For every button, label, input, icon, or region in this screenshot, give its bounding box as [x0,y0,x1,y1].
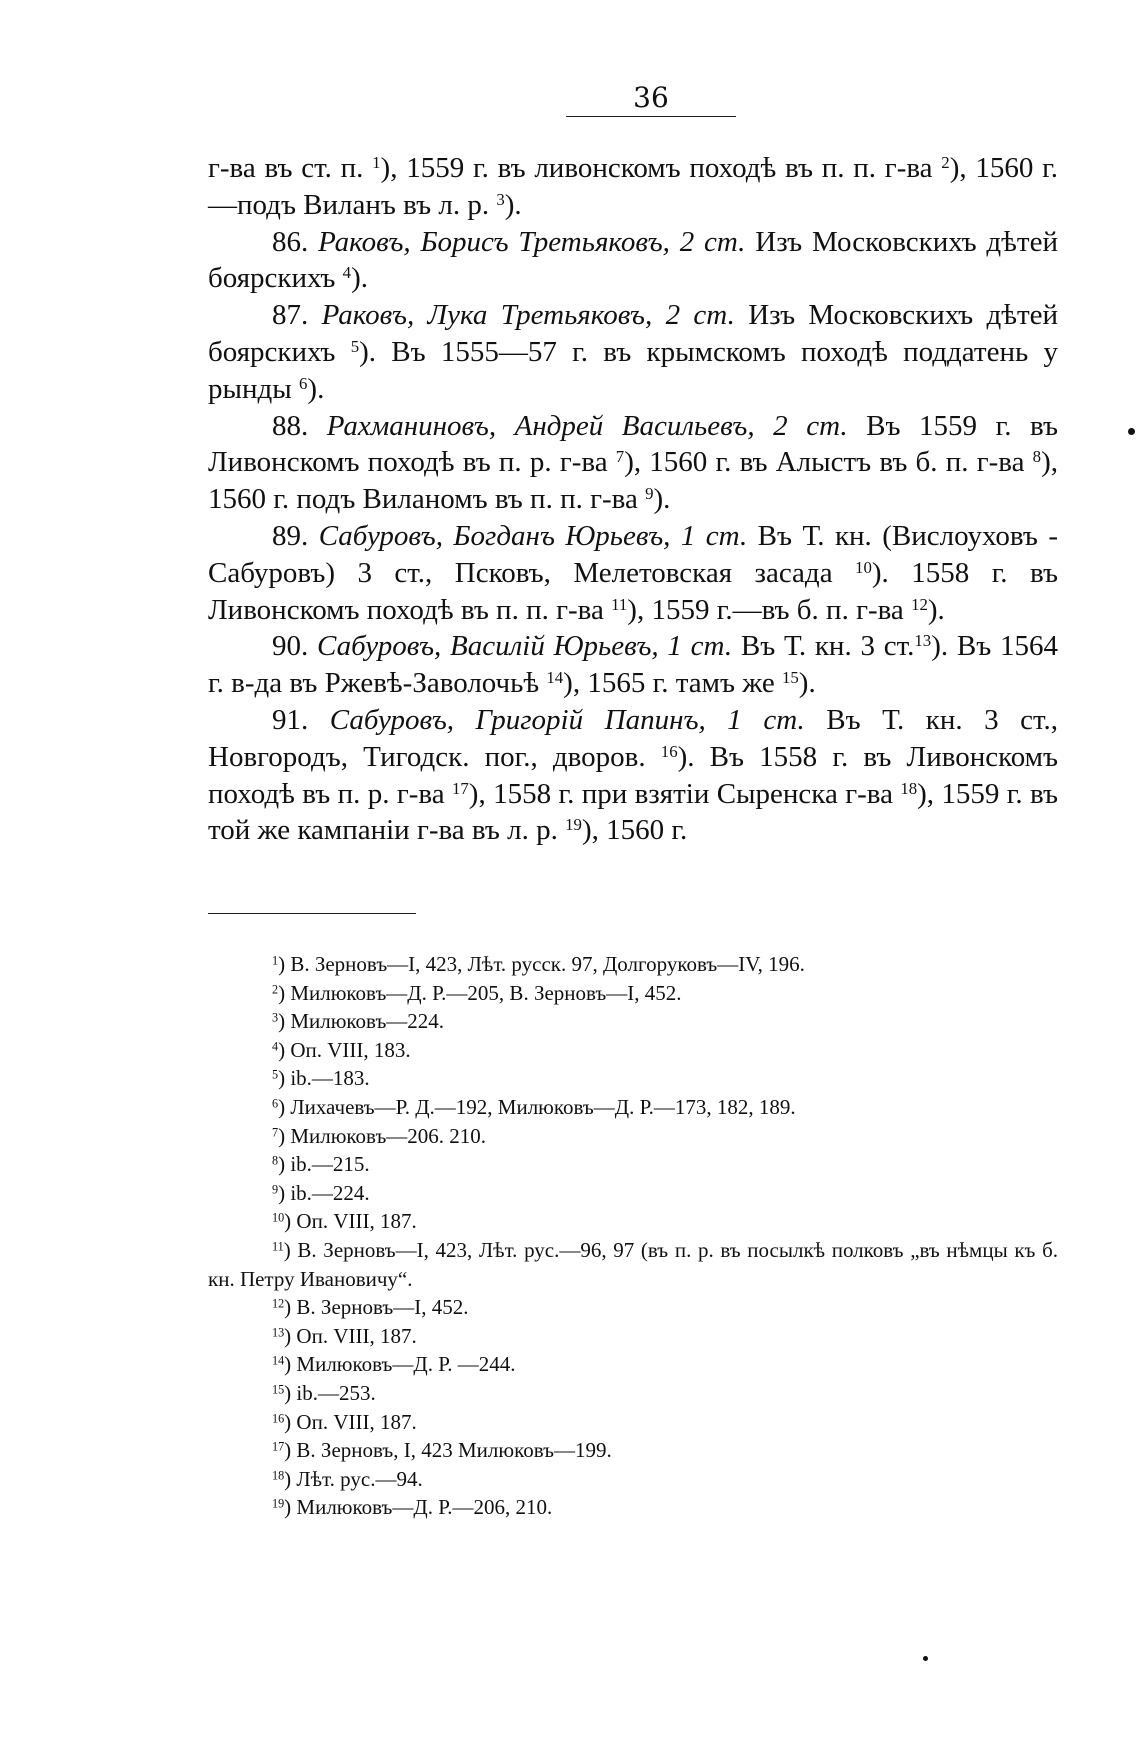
entry-name: Сабуровъ, Василій Юрьевъ, 1 ст. [317,630,733,663]
footnote: $^3$) Милюковъ—224. [272,1009,445,1034]
entry-name: Сабуровъ, Богданъ Юрьевъ, 1 ст. [318,519,748,552]
footnote: $^{17}$) В. Зерновъ, I, 423 Милюковъ—199. [272,1438,612,1463]
footnotes [208,950,1058,1522]
footnote: $^1$) В. Зерновъ—I, 423, Лѣт. русск. 97, Долгоруковъ—IV, 196. [272,952,805,976]
footnote: $^{19}$) Милюковъ—Д. Р.—206, 210. [272,1495,553,1520]
footnote: $^2$) Милюковъ—Д. Р.—205, В. Зерновъ—I, 452. [272,980,682,1005]
footnote: $^4$) Оп. VIII, 183. [272,1037,411,1062]
footnote: $^9$) ib.—224. [272,1180,370,1205]
entry-name: Сабуровъ, Григорій Папинъ, 1 ст. [329,703,805,736]
footnote: $^8$) ib.—215. [272,1152,370,1177]
footnote: $^{12}$) В. Зерновъ—I, 452. [272,1295,469,1320]
print-speck [1128,428,1135,435]
entry-name: Раковъ, Лука Третьяковъ, 2 ст. [321,299,735,332]
footnote: $^{13}$) Оп. VIII, 187. [272,1323,417,1348]
footnote: $^5$) ib.—183. [272,1066,370,1091]
footnote: $^7$) Милюковъ—206. 210. [272,1123,487,1148]
entry-88: 88. Рахманиновъ, Андрей Васильевъ, 2 ст. Въ 1559 г. въ Ливонскомъ походѣ въ п. р. г-ва $^7$), 1560 г. въ Алыстъ въ б. п. г-ва $^8$), 1560 г. подъ Виланомъ въ п. п. г-ва $^9$). [208,409,1058,516]
footnote: $^6$) Лихачевъ—Р. Д.—192, Милюковъ—Д. Р.—173, 182, 189. [272,1094,796,1119]
footnote: $^{18}$) Лѣт. рус.—94. [272,1466,423,1491]
footnote: $^{16}$) Оп. VIII, 187. [272,1409,417,1434]
page-number: 36 [633,81,669,114]
print-speck [923,1656,928,1661]
footnote: $^{14}$) Милюковъ—Д. Р. —244. [272,1352,516,1377]
entry-name: Рахманиновъ, Андрей Васильевъ, 2 ст. [326,409,848,442]
footnote: $^{15}$) ib.—253. [272,1380,376,1405]
entry-86: 86. Раковъ, Борисъ Третьяковъ, 2 ст. Изъ Московскихъ дѣтей боярскихъ $^4$). [208,225,1058,295]
entry-90: 90. Сабуровъ, Василій Юрьевъ, 1 ст. Въ Т. кн. 3 ст.$^{13}$). Въ 1564 г. в-да въ Ржевѣ-Заволочьѣ $^{14}$), 1565 г. тамъ же $^{15}$). [208,630,1059,700]
entry-91: 91. Сабуровъ, Григорій Папинъ, 1 ст. Въ Т. кн. 3 ст., Новгородъ, Тигодск. пог., дворов. $^{16}$). Въ 1558 г. въ Ливонскомъ походѣ въ п. р. г-ва $^{17}$), 1558 г. при взятіи Сыренска г-ва $^{18}$), 1559 г. въ той же кампаніи г-ва въ л. р. $^{19}$), 1560 г. [208,703,1059,847]
footnote: $^{10}$) Оп. VIII, 187. [272,1209,417,1234]
entry-name: Раковъ, Борисъ Третьяковъ, 2 ст. [318,225,746,258]
header-rule [566,116,736,117]
footnote-separator [208,913,416,914]
entry-89: 89. Сабуровъ, Богданъ Юрьевъ, 1 ст. Въ Т. кн. (Вислоуховъ - Сабуровъ) 3 ст., Псковъ, Мелетовская засада $^{10}$). 1558 г. въ Ливонскомъ походѣ въ п. п. г-ва $^{11}$), 1559 г.—въ б. п. г-ва $^{12}$). [208,519,1058,626]
main-text [208,150,1058,849]
paragraph-continuation: г-ва въ ст. п. $^1$), 1559 г. въ ливонскомъ походѣ въ п. п. г-ва $^2$), 1560 г.—подъ Виланъ въ л. р. $^3$). [208,152,1059,221]
entry-87: 87. Раковъ, Лука Третьяковъ, 2 ст. Изъ Московскихъ дѣтей боярскихъ $^5$). Въ 1555—57 г. въ крымскомъ походѣ поддатень у рынды $^6$). [208,299,1059,405]
footnote: $^{11}$) В. Зерновъ—I, 423, Лѣт. рус.—96, 97 (въ п. р. въ посылкѣ полковъ „въ нѣмцы къ б. кн. Петру Ивановичу“. [208,1237,1058,1291]
